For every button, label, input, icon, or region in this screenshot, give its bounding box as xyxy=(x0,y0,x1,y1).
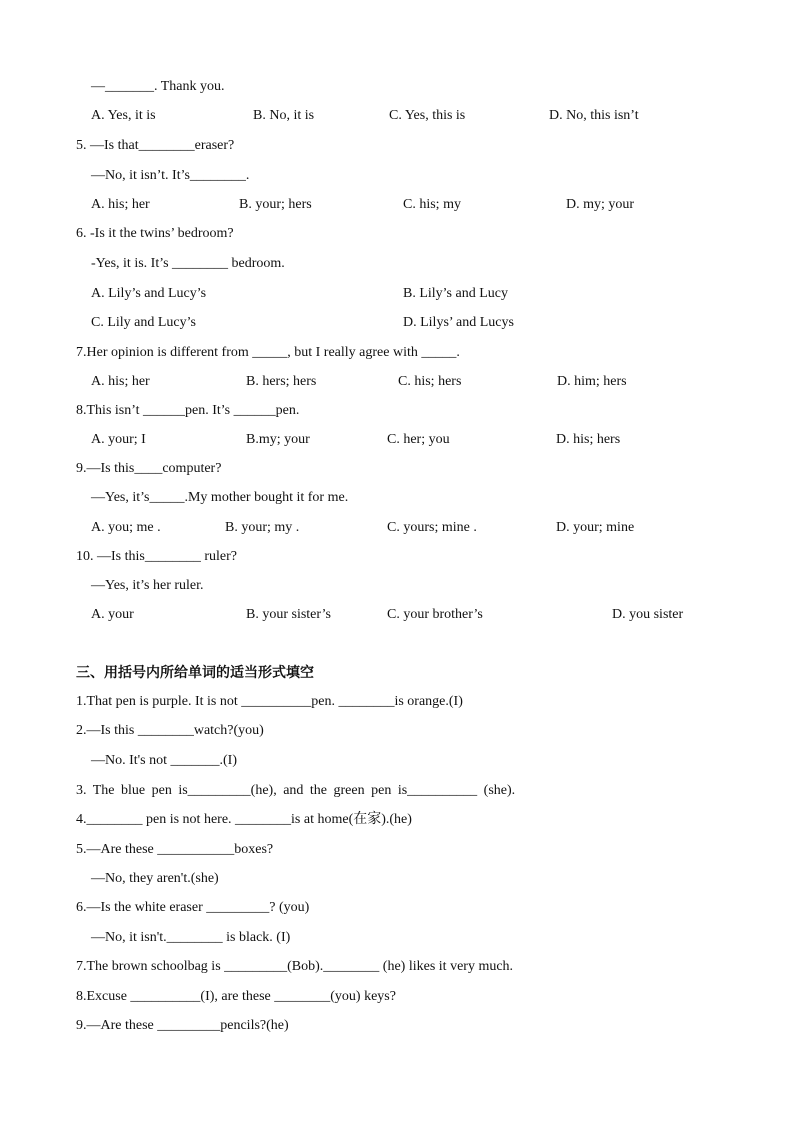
section3-title: 三、用括号内所给单词的适当形式填空 xyxy=(76,665,314,681)
s3-line: 2.—Is this ________watch?(you) xyxy=(76,723,264,738)
s3-line: —No, they aren't.(she) xyxy=(91,871,219,886)
q6-option-b: B. Lily’s and Lucy xyxy=(403,286,508,301)
q8-option-c: C. her; you xyxy=(387,432,450,447)
q4-option-b: B. No, it is xyxy=(253,108,315,123)
q7-option-b: B. hers; hers xyxy=(246,374,317,389)
q4-option-d: D. No, this isn’t xyxy=(549,108,639,123)
s3-line: 3. The blue pen is_________(he), and the green pen is__________ (she). xyxy=(76,783,516,798)
q10-answer: —Yes, it’s her ruler. xyxy=(91,578,204,593)
q7-option-a: A. his; her xyxy=(91,374,150,389)
q5-option-a: A. his; her xyxy=(91,197,150,212)
s3-line: —No. It's not _______.(I) xyxy=(91,753,238,768)
q6-answer: -Yes, it is. It’s ________ bedroom. xyxy=(91,256,285,271)
q5-option-c: C. his; my xyxy=(403,197,461,212)
q10-option-a: A. your xyxy=(91,607,134,622)
q10-option-c: C. your brother’s xyxy=(387,607,483,622)
s3-line: 6.—Is the white eraser _________? (you) xyxy=(76,900,310,915)
s3-line: 4.________ pen is not here. ________is at home(在家).(he) xyxy=(76,812,412,827)
q6-question: 6. -Is it the twins’ bedroom? xyxy=(76,226,234,241)
q9-option-c: C. yours; mine . xyxy=(387,520,477,535)
q4-answer: —_______. Thank you. xyxy=(91,79,225,94)
q10-option-b: B. your sister’s xyxy=(246,607,331,622)
q7-option-d: D. him; hers xyxy=(557,374,627,389)
q6-option-d: D. Lilys’ and Lucys xyxy=(403,315,514,330)
q9-question: 9.—Is this____computer? xyxy=(76,461,222,476)
q9-option-d: D. your; mine xyxy=(556,520,635,535)
s3-line: 5.—Are these ___________boxes? xyxy=(76,842,274,857)
q7-question: 7.Her opinion is different from _____, but I really agree with _____. xyxy=(76,345,460,360)
q10-option-d: D. you sister xyxy=(612,607,684,622)
q8-option-a: A. your; I xyxy=(91,432,146,447)
q7-option-c: C. his; hers xyxy=(398,374,462,389)
q5-option-d: D. my; your xyxy=(566,197,635,212)
q8-option-b: B.my; your xyxy=(246,432,310,447)
q5-answer: —No, it isn’t. It’s________. xyxy=(91,168,250,183)
s3-line: 8.Excuse __________(I), are these ________(you) keys? xyxy=(76,989,396,1004)
s3-line: 9.—Are these _________pencils?(he) xyxy=(76,1018,289,1033)
q9-answer: —Yes, it’s_____.My mother bought it for me. xyxy=(91,490,349,505)
q5-option-b: B. your; hers xyxy=(239,197,312,212)
q5-question: 5. —Is that________eraser? xyxy=(76,138,235,153)
q8-question: 8.This isn’t ______pen. It’s ______pen. xyxy=(76,403,300,418)
q4-option-a: A. Yes, it is xyxy=(91,108,156,123)
q4-option-c: C. Yes, this is xyxy=(389,108,466,123)
s3-line: 7.The brown schoolbag is _________(Bob).________ (he) likes it very much. xyxy=(76,959,514,974)
q9-option-a: A. you; me . xyxy=(91,520,161,535)
s3-line: —No, it isn't.________ is black. (I) xyxy=(91,930,291,945)
q8-option-d: D. his; hers xyxy=(556,432,621,447)
q10-question: 10. —Is this________ ruler? xyxy=(76,549,237,564)
q6-option-c: C. Lily and Lucy’s xyxy=(91,315,196,330)
s3-line: 1.That pen is purple. It is not __________pen. ________is orange.(I) xyxy=(76,694,463,709)
q9-option-b: B. your; my . xyxy=(225,520,300,535)
q6-option-a: A. Lily’s and Lucy’s xyxy=(91,286,207,301)
